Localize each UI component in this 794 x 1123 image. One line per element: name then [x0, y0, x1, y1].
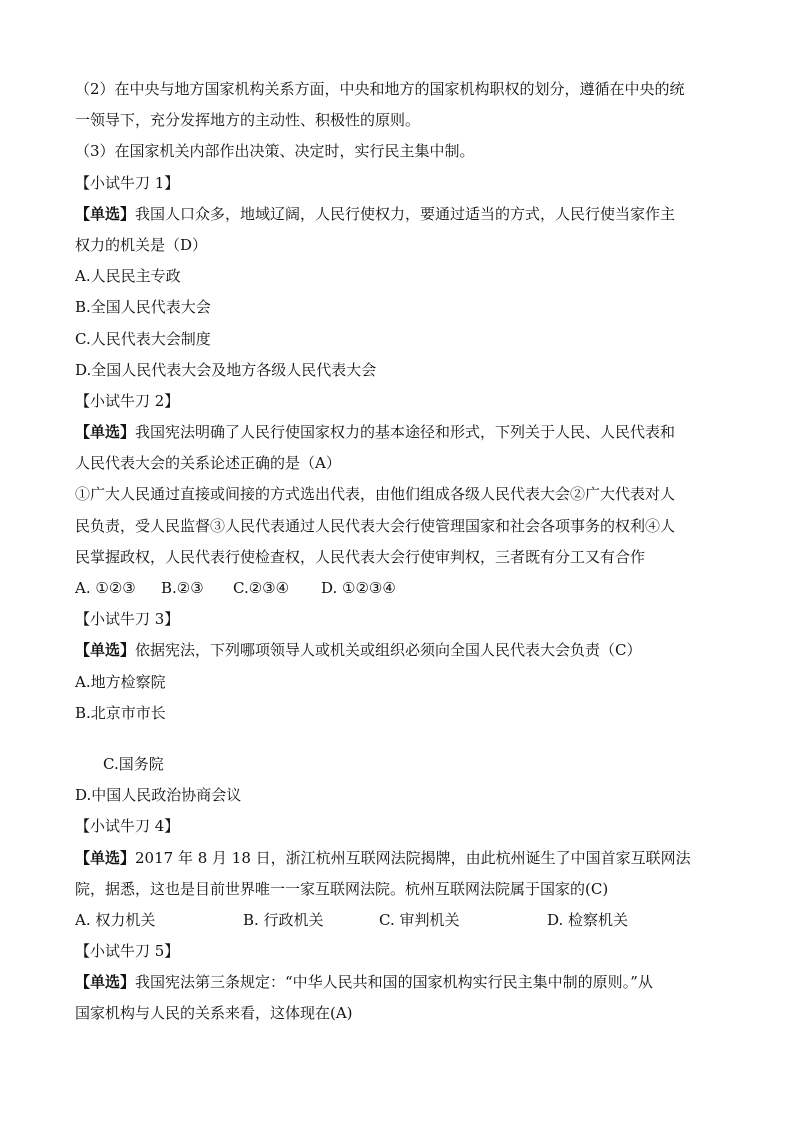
paragraph-2-line-1: （2）在中央与地方国家机构关系方面，中央和地方的国家机构职权的划分，遵循在中央的统	[75, 80, 685, 98]
question-2-option-c: C.②③④	[233, 579, 290, 597]
question-1-option-a: A.人民民主专政	[75, 267, 181, 286]
question-4-heading: 【小试牛刀 4】	[75, 817, 180, 836]
question-stem-text: 我国人口众多，地域辽阔，人民行使权力，要通过适当的方式，人民行使当家作主	[135, 204, 676, 223]
question-stem-text: 我国宪法第三条规定：“中华人民共和国的国家机构实行民主集中制的原则。”从	[135, 973, 653, 992]
question-type-tag: 【单选】	[75, 423, 136, 442]
question-1-option-b: B.全国人民代表大会	[75, 298, 211, 317]
paragraph-2-line-2: 一领导下，充分发挥地方的主动性、积极性的原则。	[75, 111, 421, 130]
question-1-option-c: C.人民代表大会制度	[75, 329, 211, 348]
question-4-stem-line-1	[75, 843, 725, 874]
question-type-tag: 【单选】	[75, 848, 136, 867]
question-2-items-line-3: 民掌握政权，人民代表行使检查权，人民代表大会行使审判权，三者既有分工又有合作	[75, 547, 646, 566]
question-4-options	[75, 905, 725, 936]
question-2-option-d: D. ①②③④	[321, 579, 396, 597]
question-1-stem-line-1	[75, 199, 725, 230]
document-page	[75, 74, 725, 1030]
question-2-stem-line-1	[75, 417, 725, 448]
question-2-items-line-2: 民负责，受人民监督③人民代表通过人民代表大会行使管理国家和社会各项事务的权利④人	[75, 516, 676, 535]
question-2-heading: 【小试牛刀 2】	[75, 391, 180, 410]
question-stem-text: 依据宪法，下列哪项领导人或机关或组织必须向全国人民代表大会负责（C）	[135, 641, 642, 660]
paragraph-3: （3）在国家机关内部作出决策、决定时，实行民主集中制。	[75, 142, 475, 161]
question-type-tag: 【单选】	[75, 204, 136, 223]
question-1-option-d: D.全国人民代表大会及地方各级人民代表大会	[75, 360, 377, 379]
question-3-stem-line-1	[75, 635, 725, 666]
question-4-option-a: A. 权力机关	[75, 910, 156, 929]
blank-gap	[75, 729, 725, 749]
question-type-tag: 【单选】	[75, 973, 136, 992]
question-3-heading: 【小试牛刀 3】	[75, 610, 180, 629]
question-4-option-b: B. 行政机关	[243, 910, 324, 929]
question-4-stem-line-2: 院，据悉，这也是目前世界唯一一家互联网法院。杭州互联网法院属于国家的(C)	[75, 879, 609, 898]
question-3-option-b: B.北京市市长	[75, 703, 166, 722]
question-stem-text: 我国宪法明确了人民行使国家权力的基本途径和形式，下列关于人民、人民代表和	[135, 423, 676, 442]
question-1-stem-line-2: 权力的机关是（D）	[75, 235, 208, 254]
question-2-options	[75, 573, 725, 604]
question-3-option-a: A.地方检察院	[75, 672, 166, 691]
question-2-option-b: B.②③	[161, 579, 204, 597]
question-5-heading: 【小试牛刀 5】	[75, 942, 180, 961]
question-2-items-line-1: ①广大人民通过直接或间接的方式选出代表，由他们组成各级人民代表大会②广大代表对人	[75, 485, 676, 504]
question-4-option-c: C. 审判机关	[379, 910, 460, 929]
question-3-option-d: D.中国人民政治协商会议	[75, 786, 242, 805]
question-2-option-a: A. ①②③	[75, 579, 136, 597]
question-5-stem-line-2: 国家机构与人民的关系来看，这体现在(A)	[75, 1004, 353, 1023]
question-4-option-d: D. 检察机关	[547, 910, 629, 929]
question-1-heading: 【小试牛刀 1】	[75, 173, 180, 192]
question-3-option-c: C.国务院	[103, 754, 164, 773]
question-2-stem-line-2: 人民代表大会的关系论述正确的是（A）	[75, 454, 341, 473]
question-type-tag: 【单选】	[75, 641, 136, 660]
question-5-stem-line-1	[75, 967, 725, 998]
question-stem-text: 2017 年 8 月 18 日，浙江杭州互联网法院揭牌，由此杭州诞生了中国首家互联网法	[135, 848, 691, 867]
